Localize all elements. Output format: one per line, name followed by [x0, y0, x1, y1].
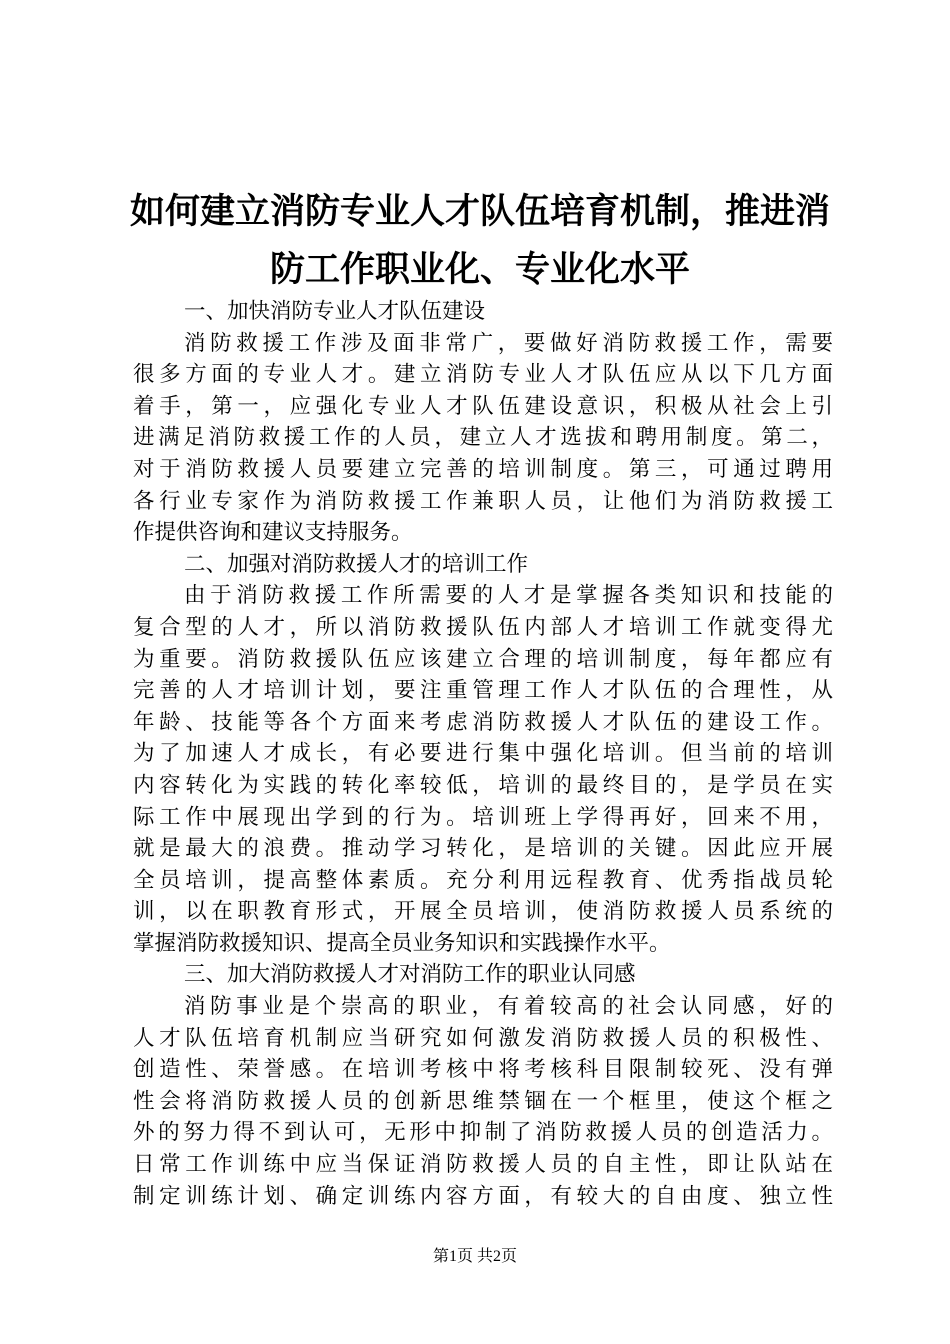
paragraph-line: 由于消防救援工作所需要的人才是掌握各类知识和技能的 [184, 583, 833, 609]
page-footer: 第1页 共2页 [432, 1248, 517, 1265]
title-line-1: 如何建立消防专业人才队伍培育机制，推进消 [129, 191, 830, 232]
paragraph-line: 制定训练计划、确定训练内容方面，有较大的自由度、独立性 [133, 1183, 833, 1209]
paragraph-line: 全员培训，提高整体素质。充分利用远程教育、优秀指战员轮 [133, 867, 833, 893]
document-title [110, 183, 850, 299]
paragraph-line: 性会将消防救援人员的创新思维禁锢在一个框里，使这个框之 [133, 1088, 833, 1114]
paragraph-line: 对于消防救援人员要建立完善的培训制度。第三，可通过聘用 [133, 456, 833, 482]
paragraph-line: 掌握消防救援知识、提高全员业务知识和实践操作水平。 [133, 930, 671, 956]
paragraph-line: 完善的人才培训计划，要注重管理工作人才队伍的合理性，从 [133, 678, 833, 704]
paragraph-line: 日常工作训练中应当保证消防救援人员的自主性，即让队站在 [133, 1152, 833, 1178]
paragraph-line: 各行业专家作为消防救援工作兼职人员，让他们为消防救援工 [133, 488, 833, 514]
paragraph-line: 进满足消防救援工作的人员，建立人才选拔和聘用制度。第二， [133, 425, 833, 451]
paragraph-line: 消防救援工作涉及面非常广，要做好消防救援工作，需要 [184, 330, 833, 356]
paragraph-line: 为重要。消防救援队伍应该建立合理的培训制度，每年都应有 [133, 646, 833, 672]
paragraph-line: 内容转化为实践的转化率较低，培训的最终目的，是学员在实 [133, 772, 833, 798]
paragraph-line: 复合型的人才，所以消防救援队伍内部人才培训工作就变得尤 [133, 614, 833, 640]
paragraph-line: 很多方面的专业人才。建立消防专业人才队伍应从以下几方面 [133, 362, 833, 388]
paragraph-line: 训，以在职教育形式，开展全员培训，使消防救援人员系统的 [133, 899, 833, 925]
paragraph-line: 着手，第一，应强化专业人才队伍建设意识，积极从社会上引 [133, 393, 833, 419]
paragraph-line: 外的努力得不到认可，无形中抑制了消防救援人员的创造活力。 [133, 1120, 833, 1146]
section-heading: 一、加快消防专业人才队伍建设 [184, 299, 486, 324]
section-heading: 二、加强对消防救援人才的培训工作 [184, 551, 529, 577]
paragraph-line: 际工作中展现出学到的行为。培训班上学得再好，回来不用， [133, 804, 833, 830]
paragraph-line: 为了加速人才成长，有必要进行集中强化培训。但当前的培训 [133, 741, 833, 767]
section-heading: 三、加大消防救援人才对消防工作的职业认同感 [184, 962, 636, 988]
paragraph-line: 创造性、荣誉感。在培训考核中将考核科目限制较死、没有弹 [133, 1057, 833, 1083]
title-line-2: 防工作职业化、专业化水平 [269, 249, 690, 290]
paragraph-line: 人才队伍培育机制应当研究如何激发消防救援人员的积极性、 [133, 1025, 833, 1051]
paragraph-line: 年龄、技能等各个方面来考虑消防救援人才队伍的建设工作。 [133, 709, 833, 735]
paragraph-line: 作提供咨询和建议支持服务。 [133, 520, 413, 546]
document-body [133, 296, 833, 1212]
paragraph-line: 消防事业是个崇高的职业，有着较高的社会认同感，好的 [184, 994, 833, 1020]
paragraph-line: 就是最大的浪费。推动学习转化，是培训的关键。因此应开展 [133, 836, 833, 862]
